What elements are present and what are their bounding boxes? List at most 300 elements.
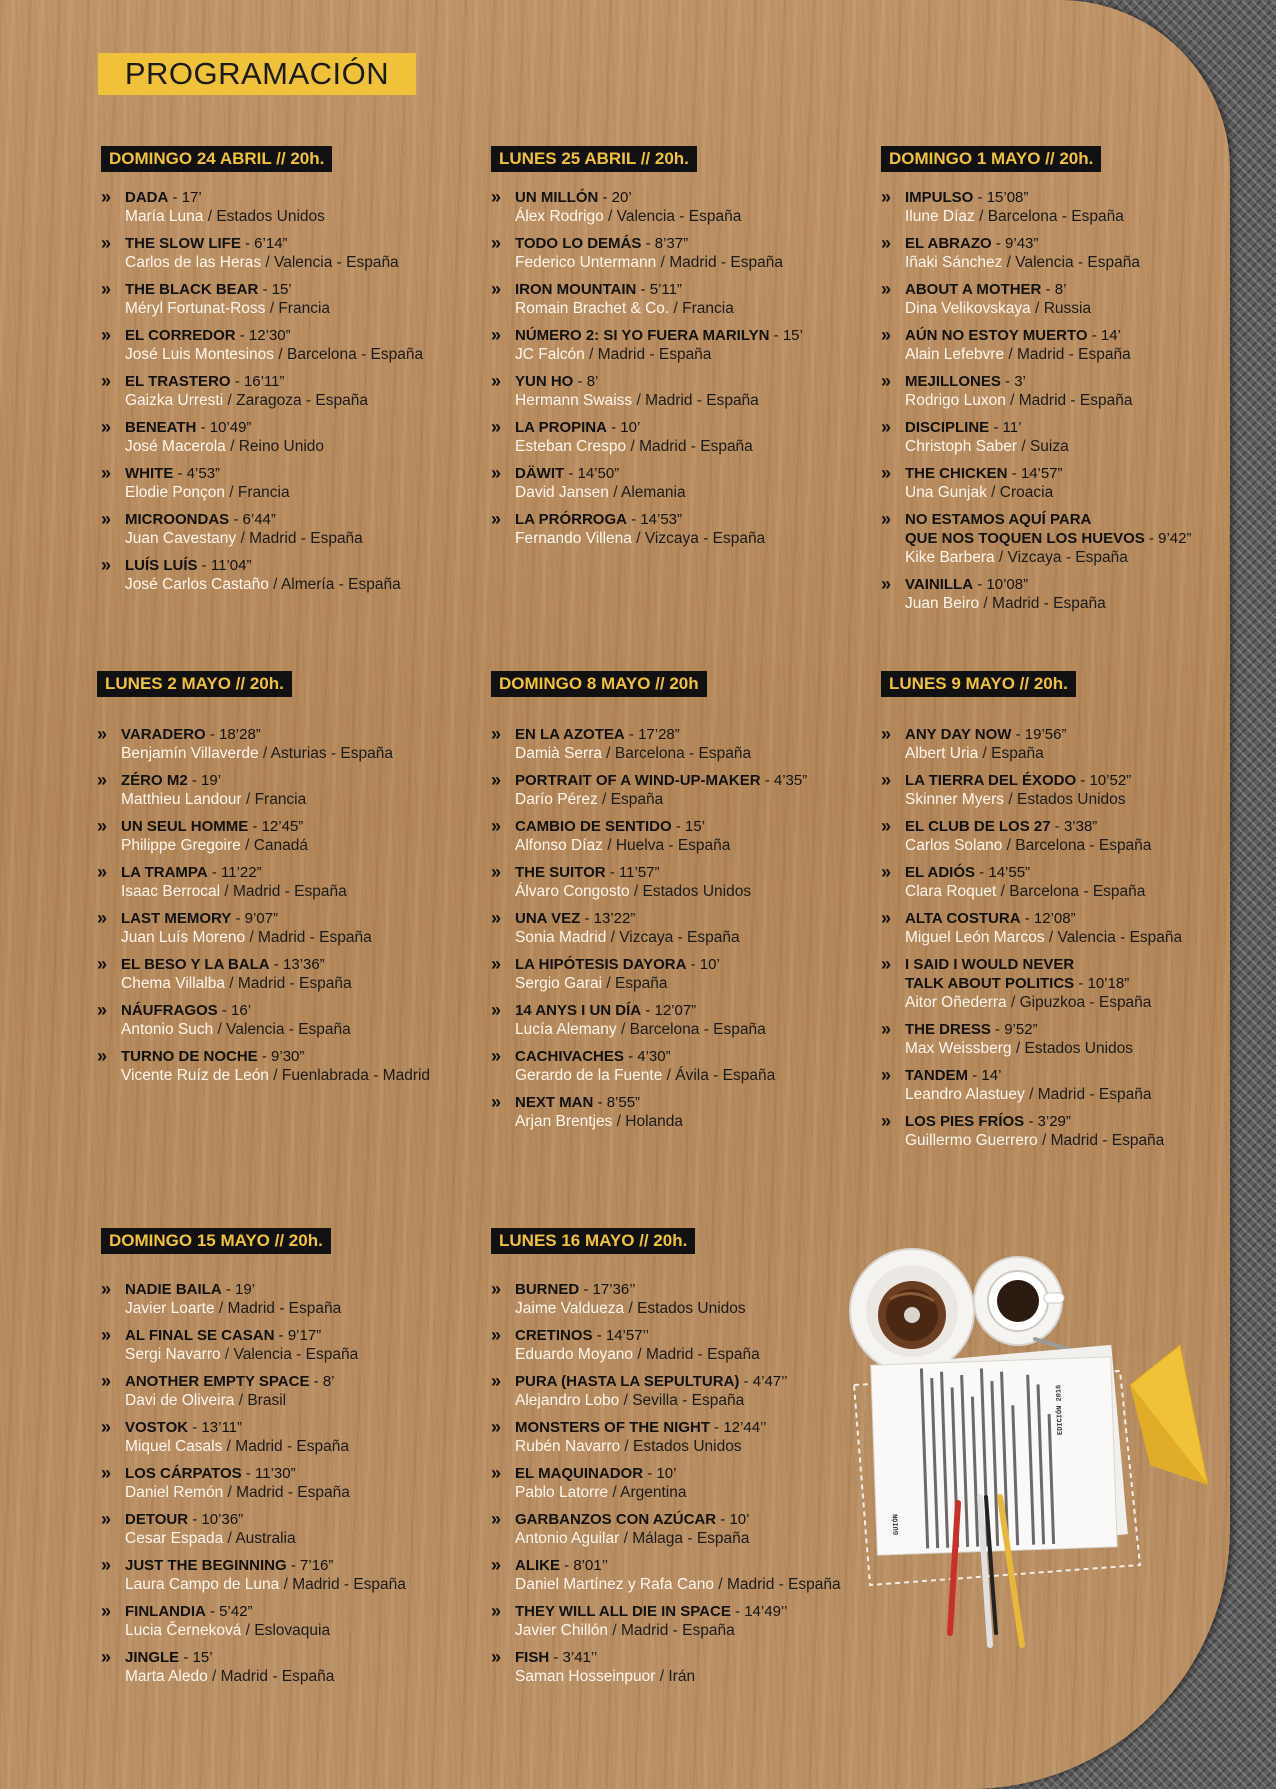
dash-separator: -	[188, 1419, 202, 1436]
dash-separator: -	[179, 1649, 193, 1666]
dash-separator: -	[760, 772, 774, 789]
film-location: Sevilla - España	[632, 1392, 745, 1409]
film-duration: 14’57’’	[605, 1327, 649, 1344]
slash-separator: /	[978, 745, 992, 762]
slash-separator: /	[612, 1113, 626, 1130]
film-entry	[491, 771, 807, 809]
film-title: THE CHICKEN	[905, 465, 1008, 482]
slash-separator: /	[1024, 1086, 1038, 1103]
film-duration: 8’	[1054, 281, 1067, 298]
film-location: Barcelona - España	[286, 346, 424, 363]
film-title: I SAID I WOULD NEVER	[905, 956, 1075, 973]
bullet-icon: »	[491, 233, 502, 253]
film-title: LOS CÁRPATOS	[125, 1465, 242, 1482]
slash-separator: /	[714, 1576, 727, 1593]
dash-separator: -	[221, 1281, 236, 1298]
slash-separator: /	[656, 254, 670, 271]
film-title: LA HIPÓTESIS DAYORA	[515, 956, 687, 973]
film-location: Almería - España	[280, 576, 401, 593]
slash-separator: /	[222, 1438, 236, 1455]
bullet-icon: »	[491, 371, 502, 391]
slash-separator: /	[1004, 346, 1018, 363]
film-director: Gaizka Urresti	[125, 392, 224, 409]
film-location: Madrid - España	[292, 1576, 406, 1593]
dash-separator: -	[1087, 327, 1101, 344]
slash-separator: /	[629, 883, 643, 900]
film-director: Carlos de las Heras	[125, 254, 262, 271]
day-block-lunes-25-abril	[491, 146, 803, 556]
film-duration: 12’44’’	[723, 1419, 767, 1436]
dash-separator: -	[975, 864, 989, 881]
film-location: Barcelona - España	[614, 745, 752, 762]
slash-separator: /	[223, 1484, 237, 1501]
film-entry	[97, 817, 430, 855]
film-director: Hermann Swaiss	[515, 392, 633, 409]
film-duration: 16’11”	[243, 373, 285, 390]
film-entry	[881, 575, 1191, 613]
film-title: FISH	[515, 1649, 550, 1666]
film-title: ZÉRO M2	[121, 772, 188, 789]
film-location: Estados Unidos	[633, 1438, 742, 1455]
film-entry	[101, 372, 423, 410]
bullet-icon: »	[101, 1601, 112, 1621]
film-duration: 5’11”	[649, 281, 682, 298]
film-title: THE DRESS	[905, 1021, 991, 1038]
slash-separator: /	[1004, 791, 1017, 808]
bullet-icon: »	[491, 1371, 502, 1391]
day-heading: DOMINGO 24 ABRIL // 20h.	[101, 146, 332, 172]
slash-separator: /	[223, 1530, 236, 1547]
day-block-domingo-1-mayo	[881, 146, 1191, 621]
film-location: Madrid - España	[249, 530, 363, 547]
film-director: Alfonso Díaz	[515, 837, 603, 854]
film-location: Huelva - España	[615, 837, 731, 854]
film-title: CRETINOS	[515, 1327, 593, 1344]
bullet-icon: »	[881, 279, 892, 299]
film-title: LUÍS LUÍS	[125, 557, 198, 574]
film-director: Dina Velikovskaya	[905, 300, 1031, 317]
film-director: José Carlos Castaño	[125, 576, 269, 593]
film-entry	[101, 1648, 406, 1686]
dash-separator: -	[230, 373, 244, 390]
dash-separator: -	[671, 818, 686, 835]
dash-separator: -	[168, 189, 182, 206]
film-director: Max Weissberg	[905, 1040, 1012, 1057]
film-location: Madrid - España	[258, 929, 372, 946]
film-location: Ávila - España	[675, 1067, 776, 1084]
film-entry	[101, 326, 423, 364]
film-duration: 14’53”	[640, 511, 682, 528]
film-director: David Jansen	[515, 484, 609, 501]
slash-separator: /	[603, 208, 617, 225]
film-title: WHITE	[125, 465, 174, 482]
slash-separator: /	[234, 1392, 248, 1409]
film-entry	[101, 1510, 406, 1548]
film-title: THE SLOW LIFE	[125, 235, 241, 252]
film-entry	[881, 188, 1191, 226]
film-location: Croacia	[999, 484, 1054, 501]
film-title: JUST THE BEGINNING	[125, 1557, 287, 1574]
slash-separator: /	[220, 1346, 234, 1363]
film-entry	[491, 1372, 841, 1410]
film-director: JC Falcón	[515, 346, 585, 363]
film-title: EL ADIÓS	[905, 864, 976, 881]
film-director: Miquel Casals	[125, 1438, 223, 1455]
slash-separator: /	[979, 595, 993, 612]
day-block-lunes-16-mayo	[491, 1228, 841, 1694]
slash-separator: /	[1002, 837, 1016, 854]
film-director: Vicente Ruíz de León	[121, 1067, 269, 1084]
bullet-icon: »	[101, 1647, 112, 1667]
film-title: NEXT MAN	[515, 1094, 594, 1111]
bullet-icon: »	[881, 1065, 892, 1085]
film-duration: 9’30”	[271, 1048, 305, 1065]
bullet-icon: »	[101, 1371, 112, 1391]
slash-separator: /	[214, 1300, 228, 1317]
film-duration: 5’42”	[219, 1603, 253, 1620]
film-list	[491, 1280, 841, 1686]
film-director: Isaac Berrocal	[121, 883, 221, 900]
film-location: Madrid - España	[235, 1438, 350, 1455]
film-duration: 15’	[192, 1649, 213, 1666]
slash-separator: /	[608, 1484, 621, 1501]
day-heading: DOMINGO 15 MAYO // 20h.	[101, 1228, 331, 1254]
film-duration: 9’17”	[287, 1327, 322, 1344]
film-entry	[881, 464, 1191, 502]
film-director: Matthieu Landour	[121, 791, 242, 808]
film-location: Madrid - España	[620, 1622, 735, 1639]
dash-separator: -	[217, 1002, 232, 1019]
film-entry	[491, 955, 807, 993]
bullet-icon: »	[97, 770, 108, 790]
film-location: Suiza	[1029, 438, 1069, 455]
day-heading: LUNES 9 MAYO // 20h.	[881, 671, 1076, 697]
slash-separator: /	[606, 929, 620, 946]
film-title: ANOTHER EMPTY SPACE	[125, 1373, 310, 1390]
bullet-icon: »	[491, 1463, 502, 1483]
film-title: YUN HO	[515, 373, 574, 390]
film-location: Vizcaya - España	[644, 530, 766, 547]
bullet-icon: »	[491, 1417, 502, 1437]
film-location: Madrid - España	[1050, 1132, 1165, 1149]
bullet-icon: »	[491, 279, 502, 299]
film-entry	[97, 771, 430, 809]
slash-separator: /	[220, 883, 233, 900]
film-entry	[491, 188, 803, 226]
film-director: Álex Rodrigo	[515, 208, 604, 225]
film-director: Damià Serra	[515, 745, 602, 762]
day-block-lunes-9-mayo	[881, 671, 1182, 1158]
dash-separator: -	[205, 1603, 220, 1620]
film-title: JINGLE	[125, 1649, 180, 1666]
film-location: Estados Unidos	[216, 208, 325, 225]
film-entry	[101, 1464, 406, 1502]
day-block-domingo-8-mayo	[491, 671, 807, 1139]
bullet-icon: »	[491, 509, 502, 529]
slash-separator: /	[996, 883, 1010, 900]
film-title: ALIKE	[515, 1557, 560, 1574]
bullet-icon: »	[101, 1463, 112, 1483]
film-duration: 18’28”	[219, 726, 261, 743]
film-title: TURNO DE NOCHE	[121, 1048, 258, 1065]
film-director: Sergi Navarro	[125, 1346, 221, 1363]
slash-separator: /	[584, 346, 598, 363]
film-title: NÚMERO 2: SI YO FUERA MARILYN	[515, 327, 770, 344]
film-title: EL CLUB DE LOS 27	[905, 818, 1051, 835]
film-duration: 10’	[729, 1511, 750, 1528]
film-title: LA PRÓRROGA	[515, 511, 627, 528]
bullet-icon: »	[101, 1325, 112, 1345]
bullet-icon: »	[491, 862, 502, 882]
film-director: Méryl Fortunat-Ross	[125, 300, 266, 317]
film-entry	[881, 1112, 1182, 1150]
bullet-icon: »	[881, 862, 892, 882]
film-location: Madrid - España	[237, 975, 352, 992]
film-title: THEY WILL ALL DIE IN SPACE	[515, 1603, 731, 1620]
bullet-icon: »	[881, 417, 892, 437]
slash-separator: /	[608, 484, 621, 501]
film-list	[881, 725, 1182, 1150]
slash-separator: /	[268, 576, 281, 593]
film-director: Lucía Alemany	[515, 1021, 617, 1038]
film-entry	[881, 725, 1182, 763]
slash-separator: /	[213, 1021, 227, 1038]
film-title: LAST MEMORY	[121, 910, 232, 927]
dash-separator: -	[1024, 1113, 1038, 1130]
film-entry	[97, 909, 430, 947]
film-duration: 14’	[1100, 327, 1121, 344]
dash-separator: -	[1020, 910, 1034, 927]
film-entry	[491, 1093, 807, 1131]
film-director: Albert Uria	[905, 745, 979, 762]
dash-separator: -	[686, 956, 700, 973]
dash-separator: -	[231, 910, 245, 927]
film-title: EL BESO Y LA BALA	[121, 956, 270, 973]
bullet-icon: »	[491, 1647, 502, 1667]
film-duration: 11’	[1002, 419, 1022, 436]
slash-separator: /	[631, 530, 645, 547]
film-entry	[101, 510, 423, 548]
bullet-icon: »	[881, 187, 892, 207]
film-director: Leandro Alastuey	[905, 1086, 1025, 1103]
film-director: Saman Hosseinpuor	[515, 1668, 656, 1685]
film-location: Vizcaya - España	[619, 929, 740, 946]
dash-separator: -	[598, 189, 612, 206]
film-director: Guillermo Guerrero	[905, 1132, 1038, 1149]
film-entry	[881, 955, 1182, 1012]
bullet-icon: »	[881, 816, 892, 836]
film-title: IRON MOUNTAIN	[515, 281, 637, 298]
film-duration: 8’	[586, 373, 599, 390]
film-director: Javier Loarte	[125, 1300, 215, 1317]
film-entry	[101, 188, 423, 226]
dash-separator: -	[626, 511, 641, 528]
film-entry	[491, 817, 807, 855]
dash-separator: -	[580, 910, 594, 927]
film-title: NO ESTAMOS AQUÍ PARA	[905, 511, 1092, 528]
film-title: EL ABRAZO	[905, 235, 992, 252]
slash-separator: /	[258, 745, 271, 762]
film-director: Cesar Espada	[125, 1530, 224, 1547]
film-entry	[881, 1020, 1182, 1058]
dash-separator: -	[730, 1603, 745, 1620]
film-duration: 8’37”	[654, 235, 689, 252]
film-title: VARADERO	[121, 726, 206, 743]
film-location: Barcelona - España	[1015, 837, 1152, 854]
film-duration: 12’07”	[654, 1002, 697, 1019]
film-title: UN MILLÓN	[515, 189, 599, 206]
bullet-icon: »	[491, 908, 502, 928]
film-entry	[491, 1280, 841, 1318]
film-duration: 14’57”	[1020, 465, 1063, 482]
film-location: Barcelona - España	[1009, 883, 1146, 900]
bullet-icon: »	[881, 574, 892, 594]
dash-separator: -	[973, 189, 987, 206]
film-duration: 14’50”	[577, 465, 620, 482]
film-entry	[101, 1418, 406, 1456]
bullet-icon: »	[101, 279, 112, 299]
film-title: ABOUT A MOTHER	[905, 281, 1042, 298]
film-title: 14 ANYS I UN DÍA	[515, 1002, 642, 1019]
film-entry	[491, 725, 807, 763]
film-duration: 10’	[656, 1465, 677, 1482]
dash-separator: -	[636, 281, 650, 298]
film-location: Valencia - España	[1015, 254, 1140, 271]
film-director: Marta Aledo	[125, 1668, 208, 1685]
film-entry	[881, 372, 1191, 410]
slash-separator: /	[236, 530, 250, 547]
film-location: Barcelona - España	[987, 208, 1124, 225]
film-entry	[491, 372, 803, 410]
slash-separator: /	[602, 837, 616, 854]
dash-separator: -	[1076, 772, 1090, 789]
film-director: Kike Barbera	[905, 549, 995, 566]
film-location: Málaga - España	[632, 1530, 750, 1547]
film-location: Estados Unidos	[637, 1300, 746, 1317]
dash-separator: -	[1074, 975, 1088, 992]
slash-separator: /	[616, 1021, 630, 1038]
dash-separator: -	[564, 465, 578, 482]
film-director: Jaime Valdueza	[515, 1300, 625, 1317]
film-director: Rodrigo Luxon	[905, 392, 1006, 409]
film-director: Juan Beiro	[905, 595, 980, 612]
dash-separator: -	[989, 419, 1003, 436]
film-duration: 9’07”	[244, 910, 278, 927]
film-director: Alejandro Lobo	[515, 1392, 620, 1409]
film-entry	[491, 1510, 841, 1548]
bullet-icon: »	[491, 770, 502, 790]
film-location: Estados Unidos	[1016, 791, 1126, 808]
dash-separator: -	[624, 726, 639, 743]
slash-separator: /	[1006, 994, 1020, 1011]
film-director: Federico Untermann	[515, 254, 657, 271]
film-duration: 3’	[1014, 373, 1026, 390]
film-director: Pablo Latorre	[515, 1484, 609, 1501]
film-duration: 3’29”	[1037, 1113, 1071, 1130]
film-location: Estados Unidos	[1024, 1040, 1134, 1057]
slash-separator: /	[207, 1668, 221, 1685]
film-director: Christoph Saber	[905, 438, 1018, 455]
film-entry	[491, 326, 803, 364]
film-director: Alain Lefebvre	[905, 346, 1005, 363]
film-duration: 8’01’’	[573, 1557, 609, 1574]
film-director: Sonia Madrid	[515, 929, 607, 946]
bullet-icon: »	[881, 1019, 892, 1039]
film-director: Miguel León Marcos	[905, 929, 1045, 946]
film-entry	[491, 510, 803, 548]
bullet-icon: »	[97, 816, 108, 836]
film-duration: 17’28”	[638, 726, 680, 743]
film-duration: 10’	[699, 956, 720, 973]
film-director: Carlos Solano	[905, 837, 1003, 854]
film-director: Daniel Martínez y Rafa Cano	[515, 1576, 715, 1593]
dash-separator: -	[769, 327, 783, 344]
film-location: Madrid - España	[726, 1576, 841, 1593]
slash-separator: /	[223, 392, 237, 409]
bullet-icon: »	[881, 463, 892, 483]
film-location: Barcelona - España	[629, 1021, 766, 1038]
film-entry	[101, 1326, 406, 1364]
dash-separator: -	[641, 1002, 655, 1019]
bullet-icon: »	[101, 371, 112, 391]
dash-separator: -	[710, 1419, 724, 1436]
film-entry	[491, 1418, 841, 1456]
slash-separator: /	[624, 1300, 638, 1317]
bullet-icon: »	[881, 233, 892, 253]
film-director: Benjamín Villaverde	[121, 745, 259, 762]
film-duration: 17’	[181, 189, 202, 206]
film-entry	[491, 234, 803, 272]
bullet-icon: »	[97, 1046, 108, 1066]
film-duration: 4’30”	[637, 1048, 671, 1065]
film-duration: 9’43”	[1005, 235, 1039, 252]
dash-separator: -	[573, 373, 587, 390]
film-entry	[97, 955, 430, 993]
bullet-icon: »	[101, 463, 112, 483]
bullet-icon: »	[491, 816, 502, 836]
dash-separator: -	[1011, 726, 1025, 743]
film-director: Ilune Díaz	[905, 208, 975, 225]
day-heading: DOMINGO 8 MAYO // 20h	[491, 671, 707, 697]
film-duration: 14’	[981, 1067, 1002, 1084]
film-entry	[881, 234, 1191, 272]
film-entry	[881, 326, 1191, 364]
dash-separator: -	[1144, 530, 1159, 547]
film-duration: 6’14”	[254, 235, 288, 252]
bullet-icon: »	[97, 954, 108, 974]
film-director: José Macerola	[125, 438, 226, 455]
bullet-icon: »	[881, 954, 892, 974]
bullet-icon: »	[101, 187, 112, 207]
film-entry	[101, 1556, 406, 1594]
film-duration: 9’42”	[1158, 530, 1192, 547]
film-duration: 15’08”	[986, 189, 1029, 206]
film-location: Madrid - España	[639, 438, 753, 455]
film-duration: 13’11”	[201, 1419, 243, 1436]
film-duration: 12’08”	[1033, 910, 1076, 927]
slash-separator: /	[1030, 300, 1044, 317]
slash-separator: /	[279, 1576, 293, 1593]
slash-separator: /	[225, 438, 239, 455]
film-title: DETOUR	[125, 1511, 189, 1528]
bullet-icon: »	[491, 187, 502, 207]
dash-separator: -	[240, 235, 255, 252]
film-director: Álvaro Congosto	[515, 883, 630, 900]
slash-separator: /	[986, 484, 1000, 501]
film-director: María Luna	[125, 208, 204, 225]
bullet-icon: »	[101, 555, 112, 575]
film-entry	[881, 863, 1182, 901]
